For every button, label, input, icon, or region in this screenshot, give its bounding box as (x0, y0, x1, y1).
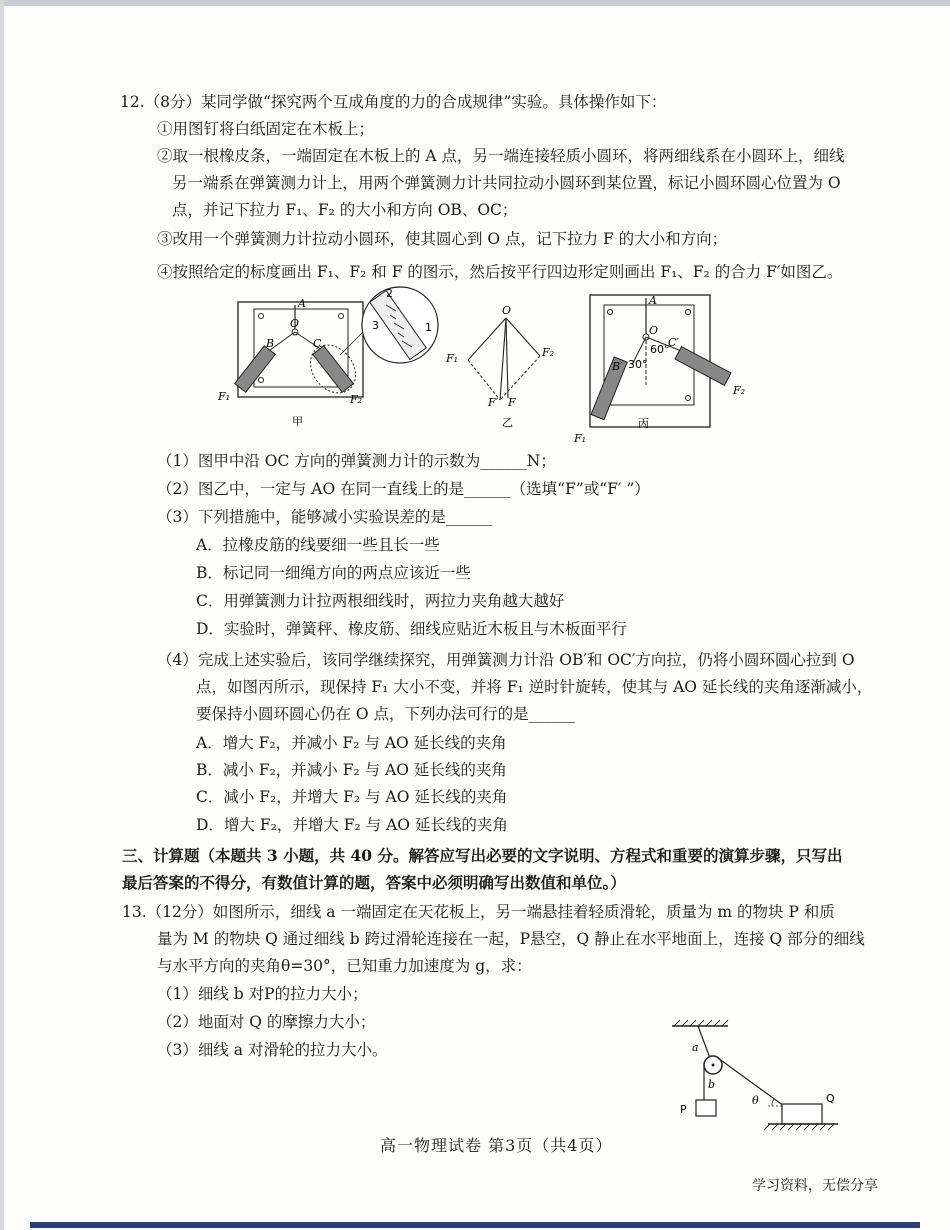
label-F1: F₁ (446, 352, 459, 365)
scale-mark: 3 (372, 319, 379, 332)
label-A: A (298, 297, 306, 310)
label-O: O (290, 317, 300, 330)
q12-opt4-c: C．减小 F₂，并增大 F₂ 与 AO 延长线的夹角 (196, 788, 508, 806)
label-F1: F₁ (574, 432, 587, 445)
label-O: O (649, 324, 659, 337)
q12-step2a: ②取一根橡皮条，一端固定在木板上的 A 点，另一端连接轻质小圆环，将两细线系在小圆环上，细线 (157, 147, 845, 165)
q12-stem: 12.（8分）某同学做“探究两个互成角度的力的合成规律”实验。具体操作如下： (120, 93, 667, 111)
pin (259, 314, 264, 319)
section3-line2: 最后答案的不得分，有数值计算的题，答案中必须明确写出数值和单位。） (122, 873, 626, 892)
label-Fprime: F′ (488, 396, 499, 409)
q12-sub4c: 要保持小圆环圆心仍在 O 点，下列办法可行的是______ (196, 705, 576, 723)
page-edge-bottom (30, 1222, 920, 1228)
label-a: a (692, 1041, 699, 1054)
q12-opt4-d: D．增大 F₂，并增大 F₂ 与 AO 延长线的夹角 (196, 816, 508, 834)
q13-sub1: （1）细线 b 对P的拉力大小； (157, 985, 368, 1003)
q12-sub2: （2）图乙中，一定与 AO 在同一直线上的是______（选填“F”或“F′ ”） (157, 480, 650, 498)
q12-sub3: （3）下列措施中，能够减小实验误差的是______ (157, 508, 493, 526)
label-F2: F₂ (733, 384, 746, 397)
q12-step2b: 另一端系在弹簧测力计上，用两个弹簧测力计共同拉动小圆环到某位置，标记小圆环圆心位置为 O (172, 174, 841, 192)
vector-F2 (506, 318, 540, 356)
label-O: O (502, 304, 512, 317)
watermark: 学习资料，无偿分享 (752, 1178, 878, 1194)
label-F1: F₁ (218, 390, 231, 403)
q12-opt3-d: D．实验时，弹簧秤、橡皮筋、细线应贴近木板且与木板面平行 (196, 620, 627, 638)
block-Q (782, 1104, 822, 1124)
vector-F1 (468, 318, 506, 360)
page-footer: 高一物理试卷 第3页（共4页） (380, 1136, 613, 1155)
scale-mark: 1 (425, 321, 432, 334)
angle-30: 30° (628, 358, 648, 371)
vector-Fprime (500, 318, 506, 400)
q12-step3: ③改用一个弹簧测力计拉动小圆环，使其圆心到 O 点，记下拉力 F 的大小和方向； (157, 230, 728, 248)
label-Q: Q (826, 1092, 835, 1105)
q13-sub2: （2）地面对 Q 的摩擦力大小； (157, 1013, 376, 1031)
rope-a (698, 1026, 710, 1058)
label-b: b (708, 1078, 716, 1091)
figure-jia (210, 285, 450, 435)
q12-step1: ①用图钉将白纸固定在木板上； (157, 120, 375, 138)
angle-60: 60° (650, 343, 670, 356)
page-edge-top (0, 0, 950, 6)
spring-scale-F2 (675, 347, 731, 386)
label-B: B (266, 337, 275, 350)
pin (339, 314, 344, 319)
spring-scale-right (313, 346, 354, 392)
scale-mark: 2 (386, 287, 393, 300)
q13-stem2: 量为 M 的物块 Q 通过细线 b 跨过滑轮连接在一起，P悬空，Q 静止在水平地面上，连接 Q 部分的细线 (157, 930, 865, 948)
caption-jia: 甲 (292, 415, 303, 428)
label-Bprime: B′ (612, 360, 623, 373)
q12-opt3-c: C．用弹簧测力计拉两根细线时，两拉力夹角越大越好 (196, 592, 565, 610)
page-edge-left (0, 0, 4, 1230)
label-theta: θ (752, 1094, 759, 1107)
q12-step4: ④按照给定的标度画出 F₁、F₂ 和 F 的图示，然后按平行四边形定则画出 F₁、F₂ 的合力 F′如图乙。 (157, 263, 843, 281)
label-F: F (508, 396, 516, 409)
label-Cprime: C′ (668, 336, 679, 349)
q13-stem1: 13.（12分）如图所示，细线 a 一端固定在天花板上，另一端悬挂着轻质滑轮，质量为 m 的物块 P 和质 (122, 903, 835, 921)
figure-q13 (668, 1018, 848, 1138)
q12-sub1: （1）图甲中沿 OC 方向的弹簧测力计的示数为______N； (157, 452, 556, 470)
block-P (696, 1100, 716, 1116)
label-C: C (313, 337, 322, 350)
label-P: P (680, 1103, 687, 1116)
vector-F (506, 318, 508, 398)
q12-opt3-b: B．标记同一细绳方向的两点应该近一些 (196, 564, 471, 582)
figure-yi (440, 300, 570, 432)
caption-yi: 乙 (502, 416, 513, 429)
q12-sub4b: 点，如图丙所示，现保持 F₁ 大小不变，并将 F₁ 逆时针旋转，使其与 AO 延长线的夹角逐渐减小， (196, 678, 873, 696)
spring-scale-left (235, 346, 276, 392)
pin (259, 378, 264, 383)
q12-sub4a: （4）完成上述实验后，该同学继续探究，用弹簧测力计沿 OB′和 OC′方向拉，仍将小圆环圆心拉到 O (157, 651, 855, 669)
q12-step2c: 点，并记下拉力 F₁、F₂ 的大小和方向 OB、OC； (172, 201, 518, 219)
figure-bing (570, 290, 760, 450)
section3-line1: 三、计算题（本题共 3 小题，共 40 分。解答应写出必要的文字说明、方程式和重要的演算步骤，只写出 (122, 846, 843, 865)
q12-opt3-a: A．拉橡皮筋的线要细一些且长一些 (196, 536, 440, 554)
q13-stem3: 与水平方向的夹角θ=30°，已知重力加速度为 g，求： (157, 957, 532, 975)
q12-opt4-a: A．增大 F₂，并减小 F₂ 与 AO 延长线的夹角 (196, 734, 507, 752)
label-A: A (649, 294, 657, 307)
q13-sub3: （3）细线 a 对滑轮的拉力大小。 (157, 1041, 388, 1059)
rope-b-incline (718, 1058, 784, 1106)
q12-opt4-b: B．减小 F₂，并减小 F₂ 与 AO 延长线的夹角 (196, 761, 507, 779)
label-F2: F₂ (542, 346, 555, 359)
caption-bing: 丙 (638, 417, 649, 430)
label-F2: F₂ (350, 393, 363, 406)
